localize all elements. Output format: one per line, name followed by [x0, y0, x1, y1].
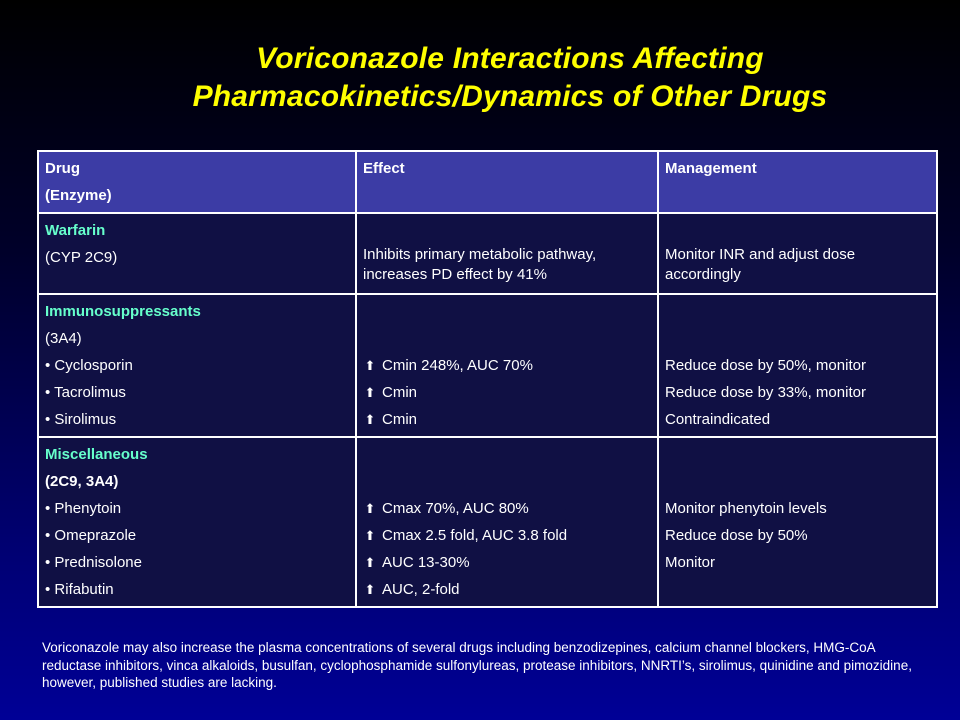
slide-title-line-2: Pharmacokinetics/Dynamics of Other Drugs — [192, 80, 828, 113]
header-management-label: Management — [665, 160, 757, 177]
effect-item — [363, 549, 649, 576]
effect-text: Cmin — [382, 384, 418, 401]
management-text: Monitor phenytoin levels — [665, 500, 827, 517]
effect-item — [363, 406, 649, 433]
effect-item — [363, 379, 649, 406]
drug-enzyme-label: (CYP 2C9) — [45, 249, 118, 266]
effect-cell-warfarin — [356, 213, 658, 294]
drug-cell-miscellaneous — [38, 437, 356, 607]
table-row-warfarin — [38, 213, 937, 294]
up-arrow-icon: ⬆ — [364, 582, 376, 597]
effect-text: Inhibits primary metabolic pathway, increases PD effect by 41% — [363, 246, 597, 283]
drug-item: • Sirolimus — [45, 411, 117, 428]
slide-title — [0, 40, 960, 116]
up-arrow-icon: ⬆ — [364, 501, 376, 516]
management-text: Reduce dose by 33%, monitor — [665, 384, 866, 401]
up-arrow-icon: ⬆ — [364, 528, 376, 543]
effect-item — [363, 576, 649, 603]
effect-item — [363, 522, 649, 549]
drug-group-label: Miscellaneous — [45, 446, 148, 463]
drug-item: • Rifabutin — [45, 581, 114, 598]
up-arrow-icon: ⬆ — [364, 358, 376, 373]
drug-group-label: Immunosuppressants — [45, 303, 201, 320]
drug-enzyme-label: (3A4) — [45, 330, 82, 347]
interactions-table — [37, 150, 938, 608]
drug-group-label: Warfarin — [45, 222, 106, 239]
drug-cell-warfarin — [38, 213, 356, 294]
up-arrow-icon: ⬆ — [364, 555, 376, 570]
footnote: Voriconazole may also increase the plasma concentrations of several drugs including benzodizepines, calcium channel blockers, HMG-CoA reductase inhibitors, vinca alkaloids, busulfan, cyclophosphamide sulfonylureas, protease inhibitors, NNRTI’s, sirolimus, quinidine and pimozidine, however, published studies are lacking. — [42, 640, 912, 690]
drug-item: • Omeprazole — [45, 527, 137, 544]
drug-enzyme-label: (2C9, 3A4) — [45, 473, 119, 490]
effect-text: Cmin 248%, AUC 70% — [382, 357, 533, 374]
table-row-miscellaneous — [38, 437, 937, 607]
effect-item — [363, 495, 649, 522]
effect-cell-miscellaneous — [356, 437, 658, 607]
header-drug-label: Drug — [45, 160, 80, 177]
management-text: Contraindicated — [665, 411, 771, 428]
header-effect — [356, 151, 658, 213]
management-cell-warfarin — [658, 213, 937, 294]
effect-text: Cmin — [382, 411, 418, 428]
effect-item — [363, 352, 649, 379]
up-arrow-icon: ⬆ — [364, 385, 376, 400]
management-cell-miscellaneous — [658, 437, 937, 607]
drug-cell-immunosuppressants — [38, 294, 356, 437]
effect-text: Cmax 70%, AUC 80% — [382, 500, 529, 517]
effect-cell-immunosuppressants — [356, 294, 658, 437]
drug-item: • Cyclosporin — [45, 357, 133, 374]
drug-item: • Tacrolimus — [45, 384, 126, 401]
drug-item: • Phenytoin — [45, 500, 122, 517]
management-text: Reduce dose by 50% — [665, 527, 808, 544]
table-header-row — [38, 151, 937, 213]
table-row-immunosuppressants — [38, 294, 937, 437]
header-management — [658, 151, 937, 213]
effect-text: AUC, 2-fold — [382, 581, 460, 598]
management-text: Monitor — [665, 554, 716, 571]
slide-title-line-1: Voriconazole Interactions Affecting — [256, 42, 764, 75]
effect-text: Cmax 2.5 fold, AUC 3.8 fold — [382, 527, 568, 544]
up-arrow-icon: ⬆ — [364, 412, 376, 427]
header-drug — [38, 151, 356, 213]
header-effect-label: Effect — [363, 160, 405, 177]
management-text: Monitor INR and adjust dose accordingly — [665, 246, 856, 283]
drug-item: • Prednisolone — [45, 554, 142, 571]
header-enzyme-label: (Enzyme) — [45, 187, 112, 204]
management-text: Reduce dose by 50%, monitor — [665, 357, 866, 374]
management-cell-immunosuppressants — [658, 294, 937, 437]
effect-text: AUC 13-30% — [382, 554, 470, 571]
